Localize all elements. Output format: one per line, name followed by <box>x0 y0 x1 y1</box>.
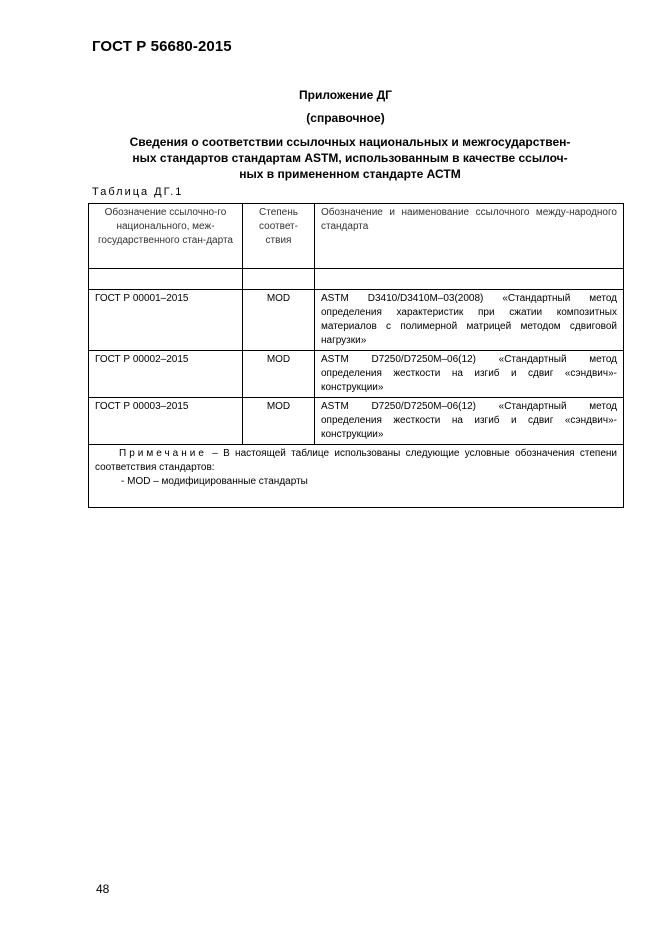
header-designation: Обозначение ссылочно-го национального, меж-государственного стан-дарта <box>89 204 243 269</box>
correspondence-table <box>88 203 624 508</box>
heading-line: Сведения о соответствии ссылочных национальных и межгосударствен- <box>129 135 571 149</box>
appendix-type: (справочное) <box>306 111 385 125</box>
table-caption: Таблица ДГ.1 <box>92 186 184 198</box>
heading-line: ных стандартов стандартам ASTM, использованным в качестве ссылоч- <box>132 151 568 165</box>
row-international: ASTM D7250/D7250M–06(12) «Стандартный метод определения жесткости на изгиб и сдвиг «сэндвич»-конструкции» <box>315 351 624 398</box>
appendix-heading <box>96 134 604 182</box>
header-degree: Степень соответ-ствия <box>243 204 315 269</box>
appendix-title: Приложение ДГ <box>299 88 392 102</box>
row-designation: ГОСТ Р 00001–2015 <box>89 290 243 351</box>
table-note <box>89 445 624 508</box>
heading-line: ных в примененном стандарте АСТМ <box>239 167 461 181</box>
table-header-row <box>89 204 624 269</box>
note-lead: Примечание <box>119 448 207 459</box>
document-header: ГОСТ Р 56680-2015 <box>92 38 232 55</box>
row-degree: MOD <box>243 398 315 445</box>
table-row <box>89 398 624 445</box>
table-note-row <box>89 445 624 508</box>
header-international: Обозначение и наименование ссылочного между-народного стандарта <box>315 204 624 269</box>
row-degree: MOD <box>243 351 315 398</box>
row-designation: ГОСТ Р 00003–2015 <box>89 398 243 445</box>
row-degree: MOD <box>243 290 315 351</box>
table-spacer-row <box>89 269 624 290</box>
row-international: ASTM D3410/D3410M–03(2008) «Стандартный метод определения характеристик при сжатии композитных материалов с полимерной матрицей методом сдвиговой нагрузки» <box>315 290 624 351</box>
note-text: – В настоящей таблице использованы следующие условные обозначения степени соответствия стандартов: <box>95 448 617 473</box>
row-international: ASTM D7250/D7250M–06(12) «Стандартный метод определения жесткости на изгиб и сдвиг «сэндвич»-конструкции» <box>315 398 624 445</box>
table-row <box>89 290 624 351</box>
note-item: - MOD – модифицированные стандарты <box>121 476 308 487</box>
row-designation: ГОСТ Р 00002–2015 <box>89 351 243 398</box>
table-row <box>89 351 624 398</box>
page-number: 48 <box>96 882 110 896</box>
